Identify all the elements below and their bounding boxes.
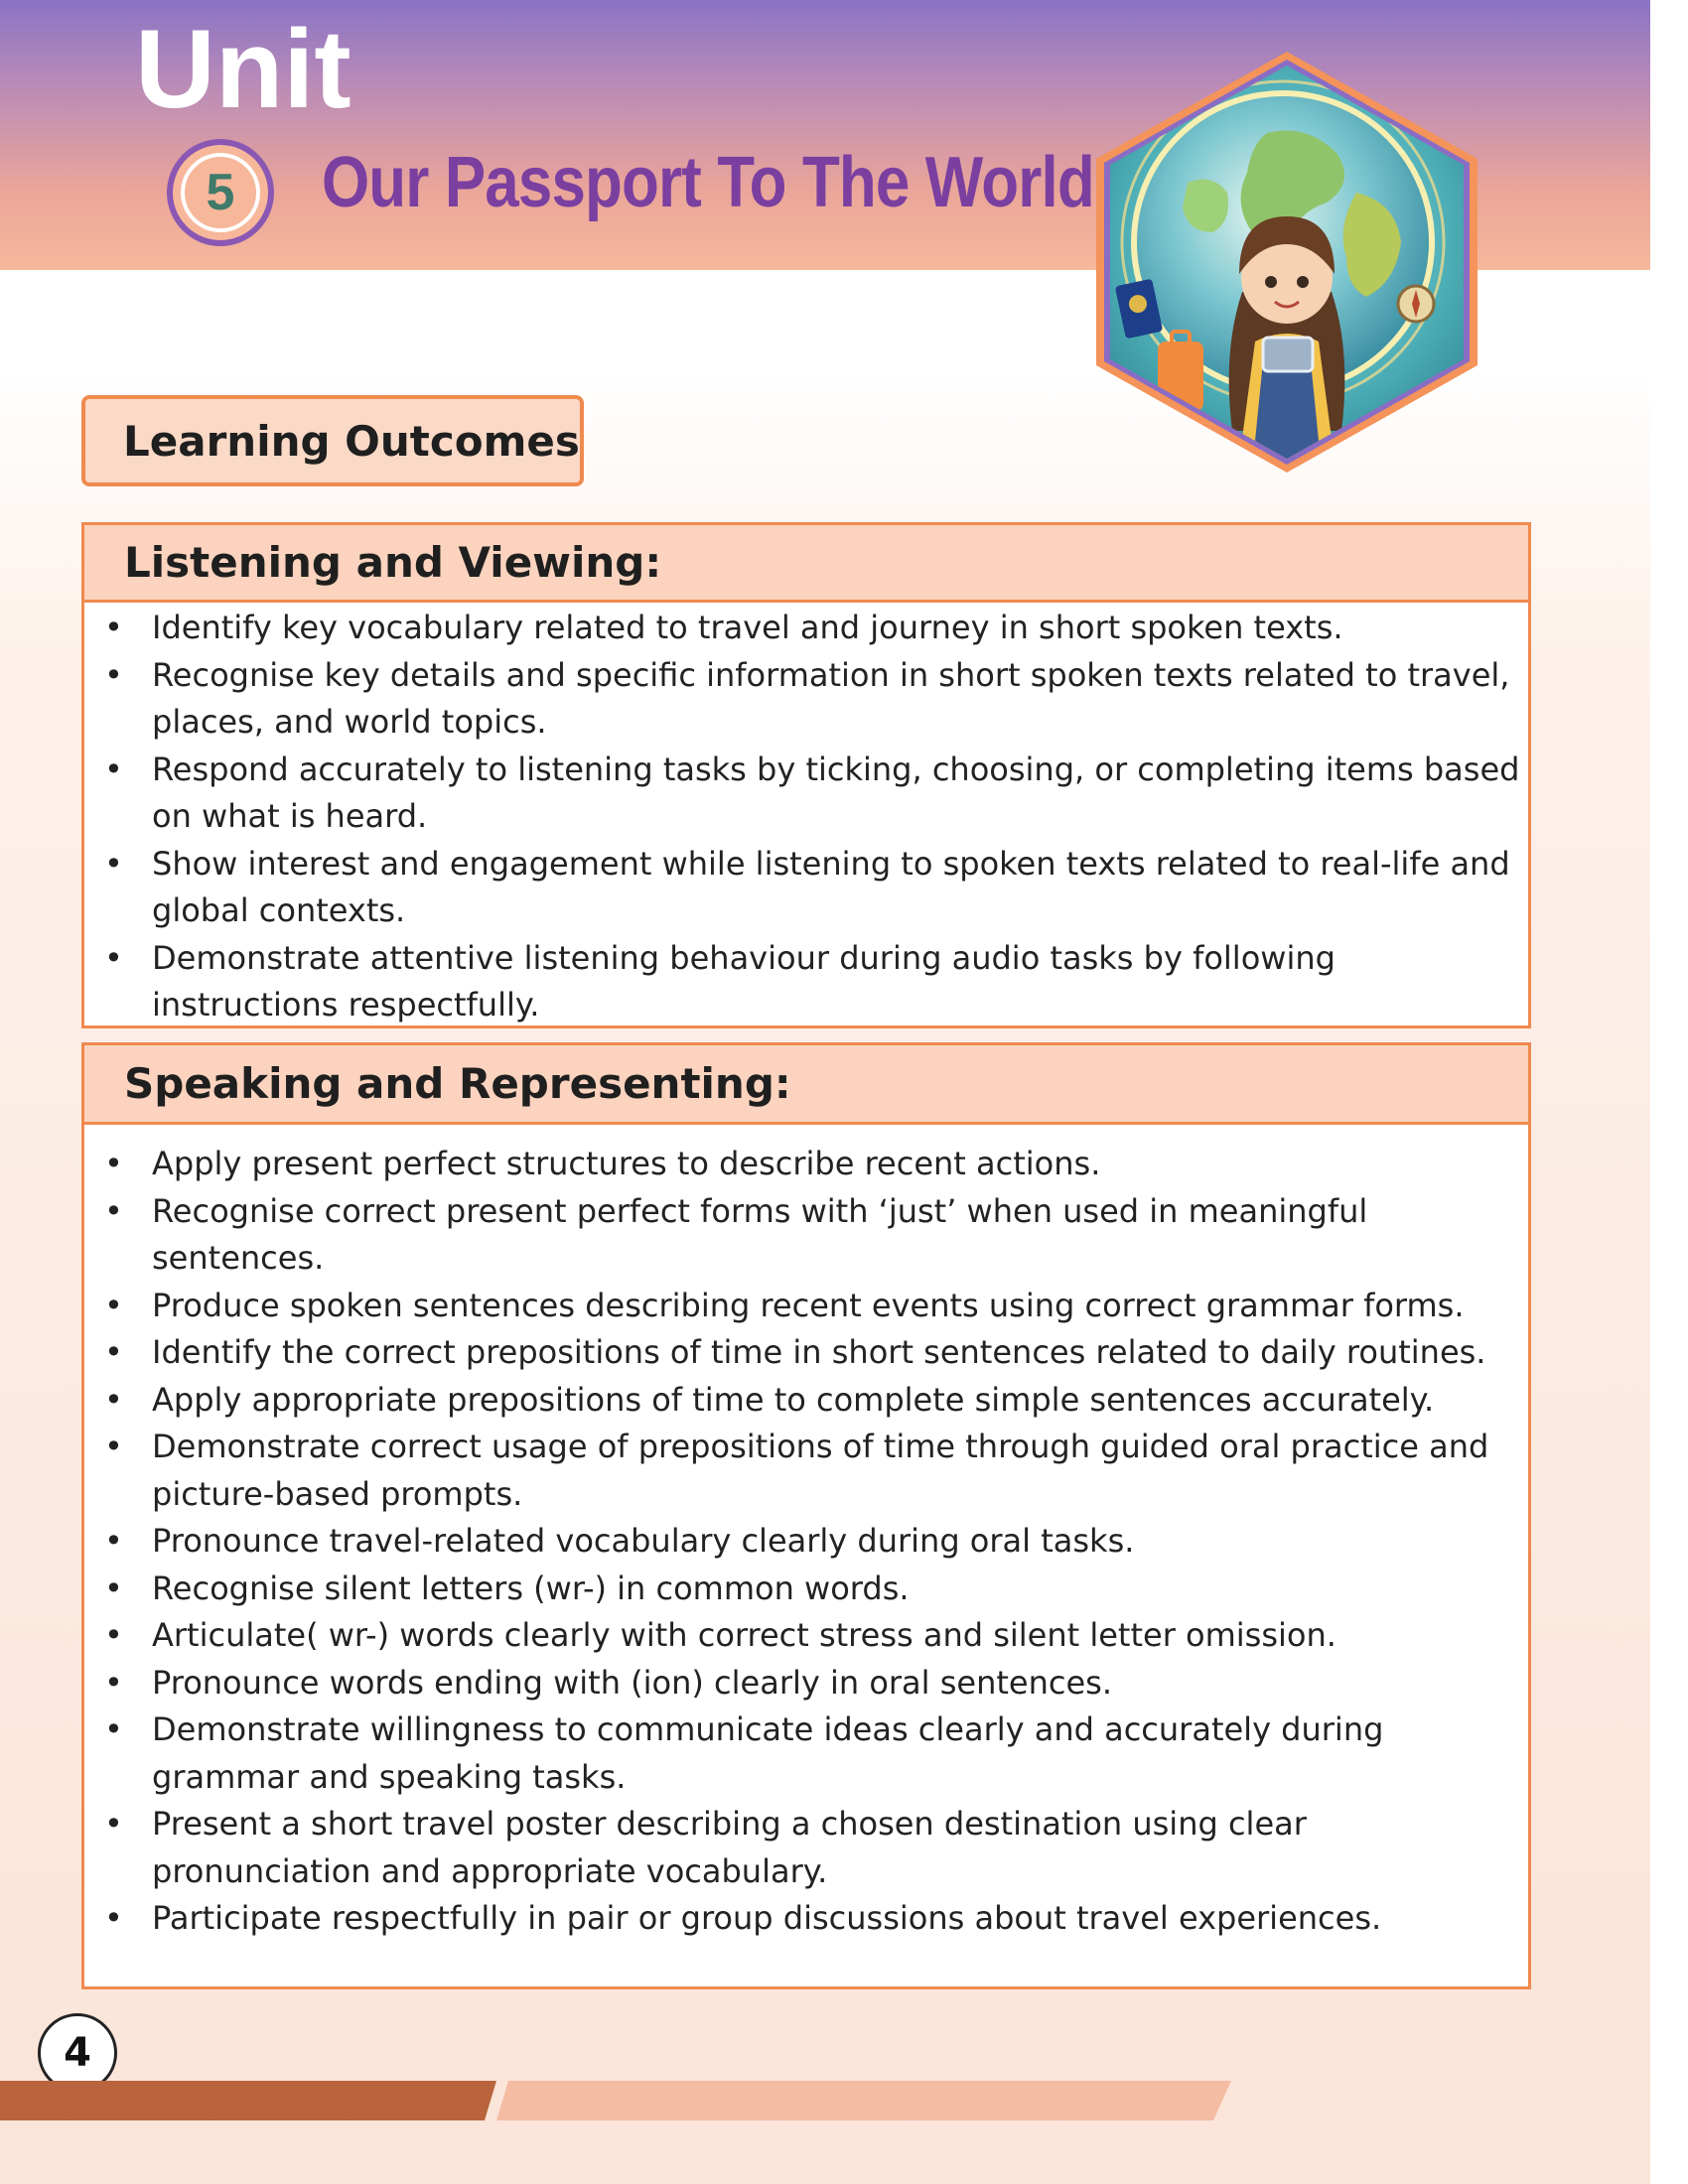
list-item: • Pronounce travel-related vocabulary clearly during oral tasks. — [84, 1518, 1528, 1566]
list-item: • Apply appropriate prepositions of time to complete simple sentences accurately. — [84, 1377, 1528, 1425]
list-item: • Recognise key details and specific information in short spoken texts related to travel, places, and world topics. — [84, 652, 1528, 747]
listening-viewing-section — [81, 522, 1531, 1028]
list-item: • Recognise silent letters (wr-) in common words. — [84, 1566, 1528, 1613]
speaking-outcomes-list — [84, 1125, 1528, 1943]
unit-number: 5 — [181, 153, 260, 232]
page-number: 4 — [38, 2013, 117, 2093]
list-item: • Articulate( wr-) words clearly with correct stress and silent letter omission. — [84, 1612, 1528, 1660]
speaking-representing-heading: Speaking and Representing: — [84, 1045, 1528, 1125]
learning-outcomes-tab: Learning Outcomes — [81, 395, 584, 486]
list-item: • Respond accurately to listening tasks by ticking, choosing, or completing items based on what is heard. — [84, 747, 1528, 841]
list-item: • Apply present perfect structures to describe recent actions. — [84, 1141, 1528, 1188]
listening-outcomes-list — [84, 603, 1528, 1029]
globe-girl-illustration — [1068, 44, 1505, 480]
list-item: • Demonstrate attentive listening behaviour during audio tasks by following instructions respectfully. — [84, 935, 1528, 1029]
list-item: • Pronounce words ending with (ion) clearly in oral sentences. — [84, 1660, 1528, 1707]
list-item: • Demonstrate correct usage of prepositions of time through guided oral practice and picture-based prompts. — [84, 1424, 1528, 1518]
list-item: • Present a short travel poster describing a chosen destination using clear pronunciation and appropriate vocabulary. — [84, 1801, 1528, 1895]
list-item: • Identify the correct prepositions of time in short sentences related to daily routines. — [84, 1329, 1528, 1377]
unit-title: Our Passport To The World — [322, 143, 1094, 222]
list-item: • Show interest and engagement while listening to spoken texts related to real-life and global contexts. — [84, 841, 1528, 935]
speaking-representing-section — [81, 1042, 1531, 1989]
list-item: • Participate respectfully in pair or group discussions about travel experiences. — [84, 1895, 1528, 1943]
list-item: • Identify key vocabulary related to travel and journey in short spoken texts. — [84, 605, 1528, 652]
list-item: • Recognise correct present perfect forms with ‘just’ when used in meaningful sentences. — [84, 1188, 1528, 1283]
unit-number-badge — [167, 139, 274, 246]
unit-label: Unit — [135, 7, 352, 131]
listening-viewing-heading: Listening and Viewing: — [84, 525, 1528, 603]
list-item: • Demonstrate willingness to communicate ideas clearly and accurately during grammar and speaking tasks. — [84, 1706, 1528, 1801]
list-item: • Produce spoken sentences describing recent events using correct grammar forms. — [84, 1283, 1528, 1330]
footer-decoration — [0, 2081, 1231, 2120]
